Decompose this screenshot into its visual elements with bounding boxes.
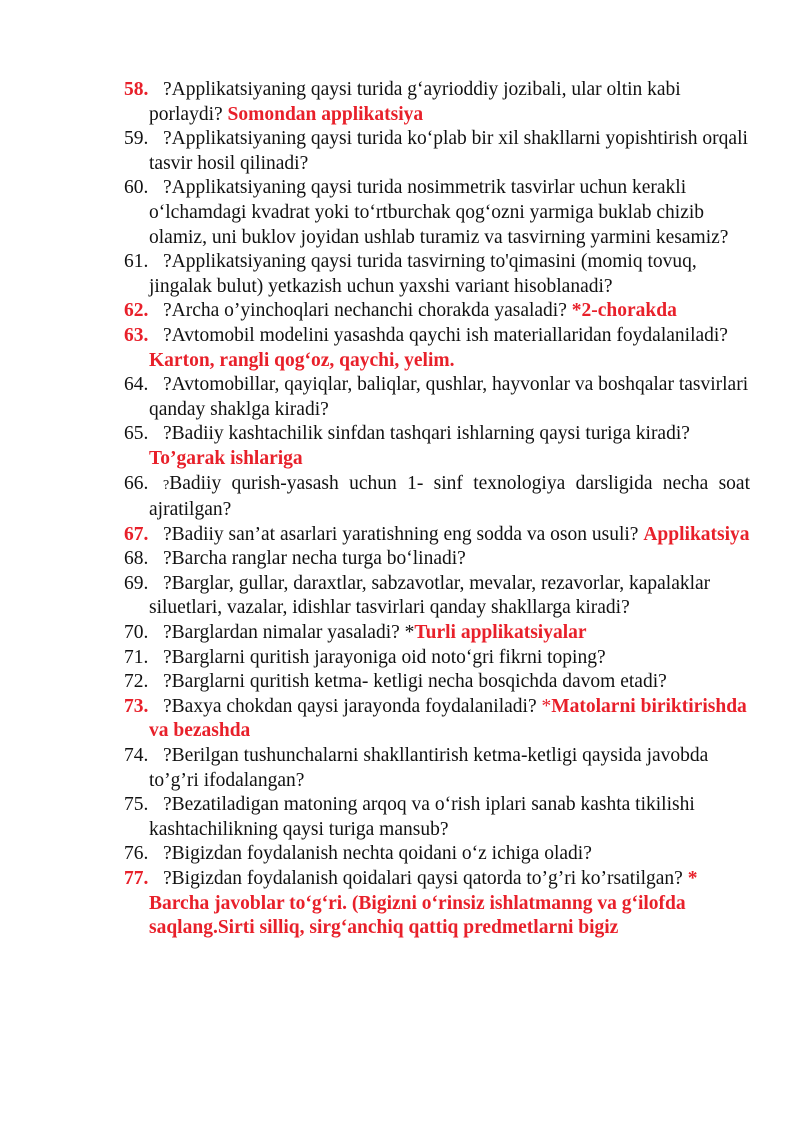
question-item [124,793,750,842]
question-text: ?Barglarni quritish jarayoniga oid noto‘gri fikrni toping? [163,646,606,668]
question-item [124,670,750,695]
question-text: ?Applikatsiyaning qaysi turida ko‘plab bir xil shakllarni yopishtirish orqali tasvir hosil qilinadi? [149,128,748,174]
question-text: ?Baxya chokdan qaysi jarayonda foydalaniladi? [163,695,537,717]
question-body [149,843,592,864]
question-number: 62. [124,300,149,322]
answer-text: * Barcha javoblar to‘g‘ri. (Bigizni o‘rinsiz ishlatmanng va g‘ilofda saqlang.Sirti silliq, sirg‘anchiq qattiq predmetlarni bigiz [149,868,698,939]
question-item [124,621,750,646]
answer-text: Somondan applikatsiya [227,103,424,125]
question-text: ?Archa o’yinchoqlari nechanchi chorakda yasaladi? [163,300,567,322]
question-item [124,842,750,867]
question-text: ?Applikatsiyaning qaysi turida tasvirning to'qimasini (momiq tovuq, jingalak bulut) yetkazish uchun yaxshi variant hisoblanadi? [149,251,697,297]
question-text: ?Applikatsiyaning qaysi turida g‘ayrioddiy jozibali, ular oltin kabi porlaydi? [149,79,681,125]
answer-text: To’garak ishlariga [149,447,303,469]
question-text: Badiiy qurish-yasash uchun 1- sinf texnologiya darsligida necha soat ajratilgan? [149,472,750,521]
answer-text: *2-chorakda [571,300,677,322]
question-body [149,794,695,840]
question-body [149,79,681,125]
question-mark: ? [163,477,170,493]
question-body [149,573,710,619]
question-number: 60. [124,177,149,199]
question-text: ?Avtomobil modelini yasashda qaychi ish materiallaridan foydalaniladi? [163,324,728,346]
question-body [149,177,728,247]
question-number: 63. [124,324,149,346]
question-number: 70. [124,622,149,644]
question-item [124,127,750,176]
question-item [124,373,750,422]
answer-text: Turli applikatsiyalar [414,622,587,644]
question-text: ?Barglardan nimalar yasaladi? [163,622,400,644]
question-body [149,548,466,569]
question-number: 68. [124,548,149,570]
question-number: 69. [124,572,149,594]
question-item [124,250,750,299]
answer-text: Karton, rangli qog‘oz, qaychi, yelim. [149,349,455,371]
question-number: 71. [124,646,149,668]
question-list [124,78,750,941]
question-number: 72. [124,671,149,693]
question-body [149,251,697,297]
question-number: 64. [124,374,149,396]
question-text: ?Berilgan tushunchalarni shakllantirish ketma-ketligi qaysida javobda to’g’ri ifodalangan? [149,745,709,791]
question-item [124,299,750,324]
question-number: 73. [124,695,149,717]
question-item [124,867,750,941]
question-item [124,176,750,250]
answer-text: Applikatsiya [643,523,750,545]
question-item [124,472,750,523]
question-body [149,374,748,420]
question-number: 58. [124,79,149,100]
question-text: ?Barcha ranglar necha turga bo‘linadi? [163,548,466,570]
question-text: ?Avtomobillar, qayiqlar, baliqlar, qushlar, hayvonlar va boshqalar tasvirlari qanday shaklga kiradi? [149,374,749,420]
question-body [149,671,667,692]
question-number: 77. [124,868,149,889]
question-body [149,473,750,521]
answer-marker: * [404,622,415,644]
question-text: ?Bezatiladigan matoning arqoq va o‘rish iplari sanab kashta tikilishi kashtachilikning qaysi turiga mansub? [149,794,695,840]
question-text: ?Badiiy san’at asarlari yaratishning eng sodda va oson usuli? [163,523,639,545]
question-text: ?Barglarni quritish ketma- ketligi necha bosqichda davom etadi? [163,671,667,693]
question-text: ?Bigizdan foydalanish qoidalari qaysi qatorda to’g’ri ko’rsatilgan? [163,868,683,889]
question-item [124,78,750,127]
question-item [124,547,750,572]
question-body [149,423,690,469]
question-number: 65. [124,423,149,445]
question-body [149,325,728,371]
question-item [124,523,750,548]
question-number: 61. [124,251,149,273]
question-number: 59. [124,128,149,150]
question-item [124,324,750,373]
question-item [124,744,750,793]
question-body [149,868,697,938]
question-body [149,300,677,321]
question-text: ?Barglar, gullar, daraxtlar, sabzavotlar, mevalar, rezavorlar, kapalaklar siluetlari, vazalar, idishlar tasvirlari qanday shakllarga kiradi? [149,572,711,619]
question-body [149,745,708,791]
question-item [124,646,750,671]
answer-text: Matolarni biriktirishda va bezashda [149,695,747,742]
answer-marker: * [541,695,552,717]
question-text: ?Applikatsiyaning qaysi turida nosimmetrik tasvirlar uchun kerakli o‘lchamdagi kvadrat yoki to‘rtburchak qog‘ozni yarmiga buklab chizib olamiz, uni buklov joyidan ushlab turamiz va tasvirning yarmini kesamiz? [149,177,729,248]
question-number: 74. [124,745,149,767]
question-number: 66. [124,472,149,494]
question-body [149,647,606,668]
question-item [124,695,750,744]
question-body [149,622,587,643]
question-number: 76. [124,843,149,865]
question-number: 67. [124,523,149,545]
question-text: ?Bigizdan foydalanish nechta qoidani o‘z ichiga oladi? [163,843,592,865]
question-item [124,422,750,471]
question-body [149,696,747,742]
question-text: ?Badiiy kashtachilik sinfdan tashqari ishlarning qaysi turiga kiradi? [163,423,690,445]
question-item [124,572,750,621]
question-body [149,524,750,545]
question-number: 75. [124,794,149,816]
question-body [149,128,748,174]
